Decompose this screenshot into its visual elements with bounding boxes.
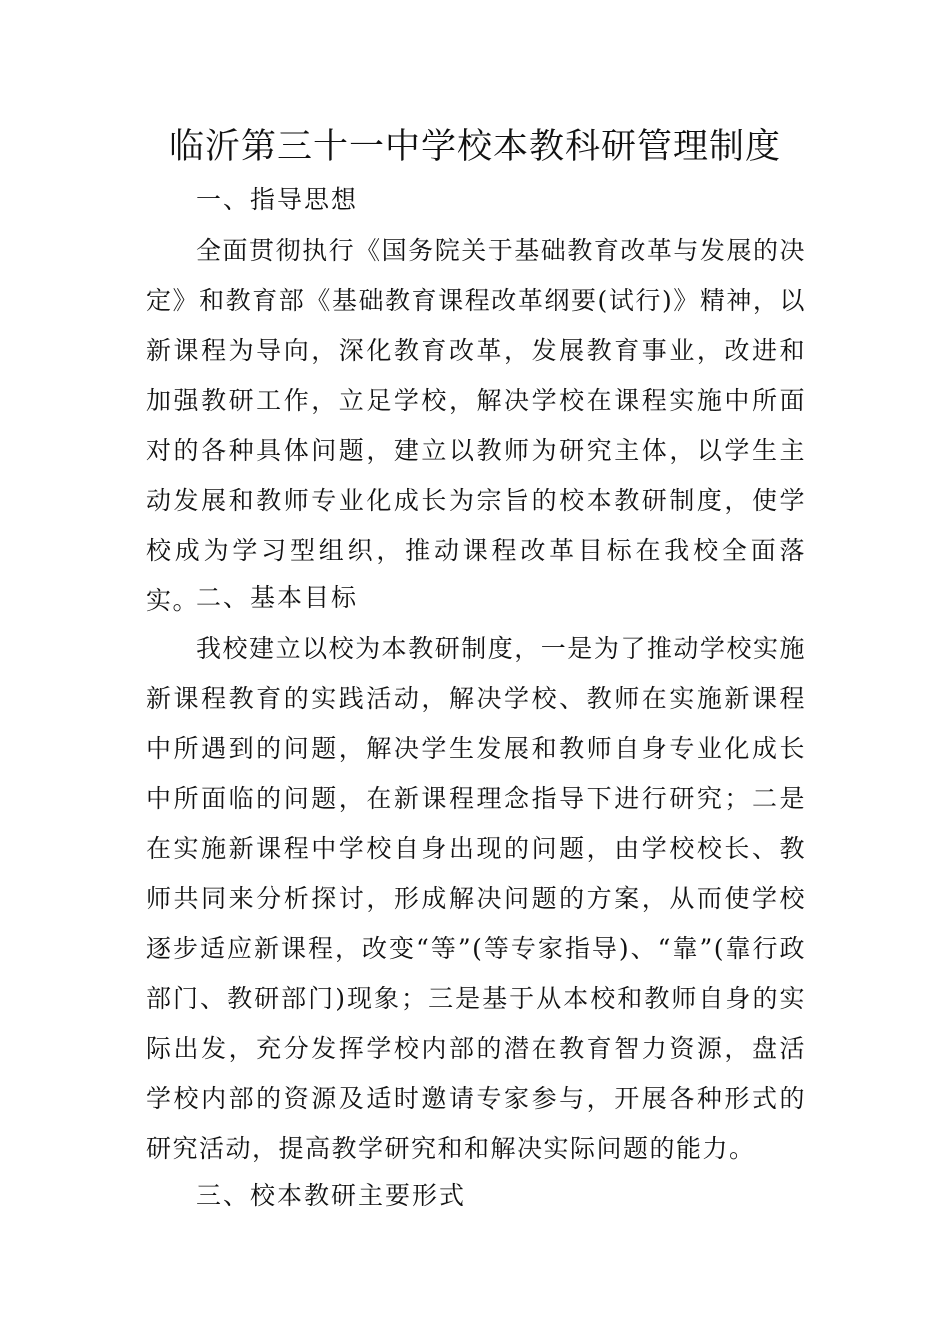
section-heading-basic-goals: 二、基本目标 <box>196 583 359 612</box>
section-heading-research-forms: 三、校本教研主要形式 <box>196 1181 467 1210</box>
section-body-basic-goals: 我校建立以校为本教研制度，一是为了推动学校实施新课程教育的实践活动，解决学校、教师在实施新课程中所遇到的问题，解决学生发展和教师自身专业化成长中所面临的问题，在新课程理念指导下进行研究；二是在实施新课程中学校自身出现的问题，由学校校长、教师共同来分析探讨，形成解决问题的方案，从而使学校逐步适应新课程，改变“等”(等专家指导)、“靠”(靠行政部门、教研部门)现象；三是基于从本校和教师自身的实际出发，充分发挥学校内部的潜在教育智力资源，盘活学校内部的资源及适时邀请专家参与，开展各种形式的研究活动，提高教学研究和和解决实际问题的能力。 <box>146 634 806 1163</box>
section-body-guiding-ideology: 全面贯彻执行《国务院关于基础教育改革与发展的决定》和教育部《基础教育课程改革纲要(试行)》精神，以新课程为导向，深化教育改革，发展教育事业，改进和加强教研工作，立足学校，解决学校在课程实施中所面对的各种具体问题，建立以教师为研究主体，以学生主动发展和教师专业化成长为宗旨的校本教研制度，使学校成为学习型组织，推动课程改革目标在我校全面落实。 <box>146 236 806 615</box>
section-heading-guiding-ideology: 一、指导思想 <box>196 185 359 214</box>
document-title: 临沂第三十一中学校本教科研管理制度 <box>168 127 781 167</box>
